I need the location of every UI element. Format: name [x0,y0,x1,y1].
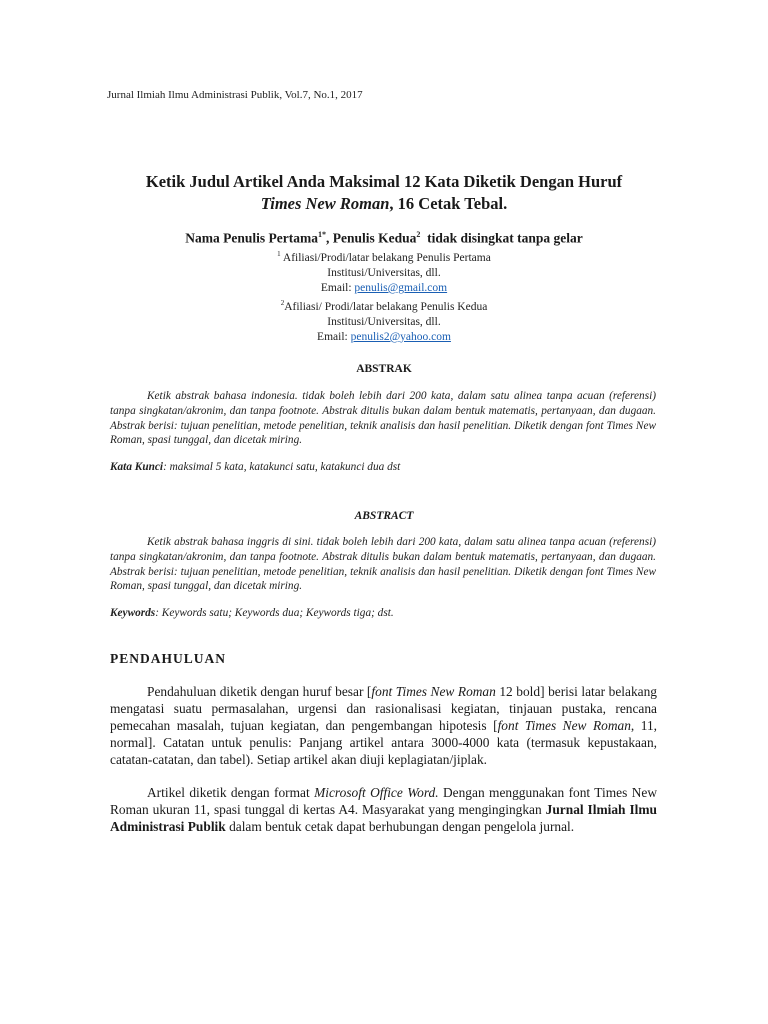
affiliation-2-text: Afiliasi/ Prodi/latar belakang Penulis Kedua [284,300,488,313]
p2-text-b: Dengan menggunakan font Times New Roman ukuran 11, spasi tunggal di kertas A4. Masyarakat yang mengingingkan [110,785,657,817]
keywords [110,607,656,619]
p1-text-b: 12 bold] berisi latar belakang mengatasi suatu permasalahan, urgensi dan rasionalisasi kegiatan, tinjauan pustaka, rencana pemecahan masalah, tujuan kegiatan, dan pengembangan hipotesis [ [110,684,658,733]
running-head: Jurnal Ilmiah Ilmu Administrasi Publik, Vol.7, No.1, 2017 [107,89,363,101]
author-1: Nama Penulis Pertama [185,230,318,246]
affiliation-2-sup: 2 [280,298,285,307]
affiliation-1-sup: 1 [277,250,281,258]
affiliation-2 [80,296,688,315]
kata-kunci-text: : maksimal 5 kata, katakunci satu, katakunci dua dst [163,461,401,473]
p1-text-c: , 11, normal]. Catatan untuk penulis: Panjang artikel antara 3000-4000 kata (termasuk kepustakaan, catatan-catatan, dan tabel). Setiap artikel akan diuji keplagiatan/jiplak. [110,718,657,767]
author-1-sup: 1* [317,230,326,239]
kata-kunci-label: Kata Kunci [110,461,164,473]
affiliation-1 [80,247,688,266]
email-1-label: Email: [320,281,355,294]
title-italic-font: Times New Roman [260,194,390,213]
email-2-label: Email: [317,330,351,343]
keywords-text: : Keywords satu; Keywords dua; Keywords tiga; dst. [155,607,394,619]
p2-text-c: dalam bentuk cetak dapat berhubungan dengan pengelola jurnal. [225,819,575,834]
article-title [80,171,688,215]
institution-1: Institusi/Universitas, dll. [327,266,441,279]
institution-2: Institusi/Universitas, dll. [327,315,441,328]
email-2-link[interactable]: penulis2@yahoo.com [350,330,451,343]
email-2 [80,330,688,345]
email-1-link[interactable]: penulis@gmail.com [354,281,448,294]
p1-italic-a: font Times New Roman [371,684,496,699]
abstract-heading: ABSTRACT [354,510,414,522]
pendahuluan-paragraph-2 [110,784,657,835]
email-1 [80,281,688,296]
section-heading-pendahuluan: PENDAHULUAN [110,651,227,666]
author-2: , Penulis Kedua [325,230,417,246]
author-line [80,230,688,247]
pendahuluan-paragraph-1 [110,683,657,768]
keywords-label: Keywords [110,607,156,619]
affiliation-1-text: Afiliasi/Prodi/latar belakang Penulis Pertama [280,251,491,264]
title-line-2: , 16 Cetak Tebal. [389,194,508,213]
affiliation-block [80,247,688,345]
p2-bold-journal: Jurnal Ilmiah Ilmu Administrasi Publik [110,802,657,834]
abstrak-body: Ketik abstrak bahasa indonesia. tidak boleh lebih dari 200 kata, dalam satu alinea tanpa acuan (referensi) tanpa singkatan/akronim, dan tanpa footnote. Abstrak ditulis bukan dalam bentuk matematis, pertanyaan, dan dugaan. Abstrak berisi: tujuan penelitian, metode penelitian, teknik analisis dan hasil penelitian. Diketik dengan font Times New Roman, spasi tunggal, dan dicetak miring. [110,390,656,447]
p2-italic: Microsoft Office Word. [314,785,439,800]
title-line-1: Ketik Judul Artikel Anda Maksimal 12 Kata Diketik Dengan Huruf [145,172,623,191]
author-2-sup: 2 [416,230,421,239]
abstrak-heading: ABSTRAK [356,363,412,375]
p1-italic-b: font Times New Roman [497,718,631,733]
p1-text-a: Pendahuluan diketik dengan huruf besar [ [147,684,372,699]
p2-text-a: Artikel diketik dengan format [147,785,315,800]
author-note: tidak disingkat tanpa gelar [427,230,583,246]
kata-kunci [110,461,656,473]
abstract-body: Ketik abstrak bahasa inggris di sini. tidak boleh lebih dari 200 kata, dalam satu alinea tanpa acuan (referensi) tanpa singkatan/akronim, dan tanpa footnote. Abstrak ditulis bukan dalam bentuk matematis, pertanyaan, dan dugaan. Abstrak berisi: tujuan penelitian, metode penelitian, teknik analisis dan hasil penelitian. Diketik dengan font Times New Roman, spasi tunggal, dan dicetak miring. [110,536,656,593]
